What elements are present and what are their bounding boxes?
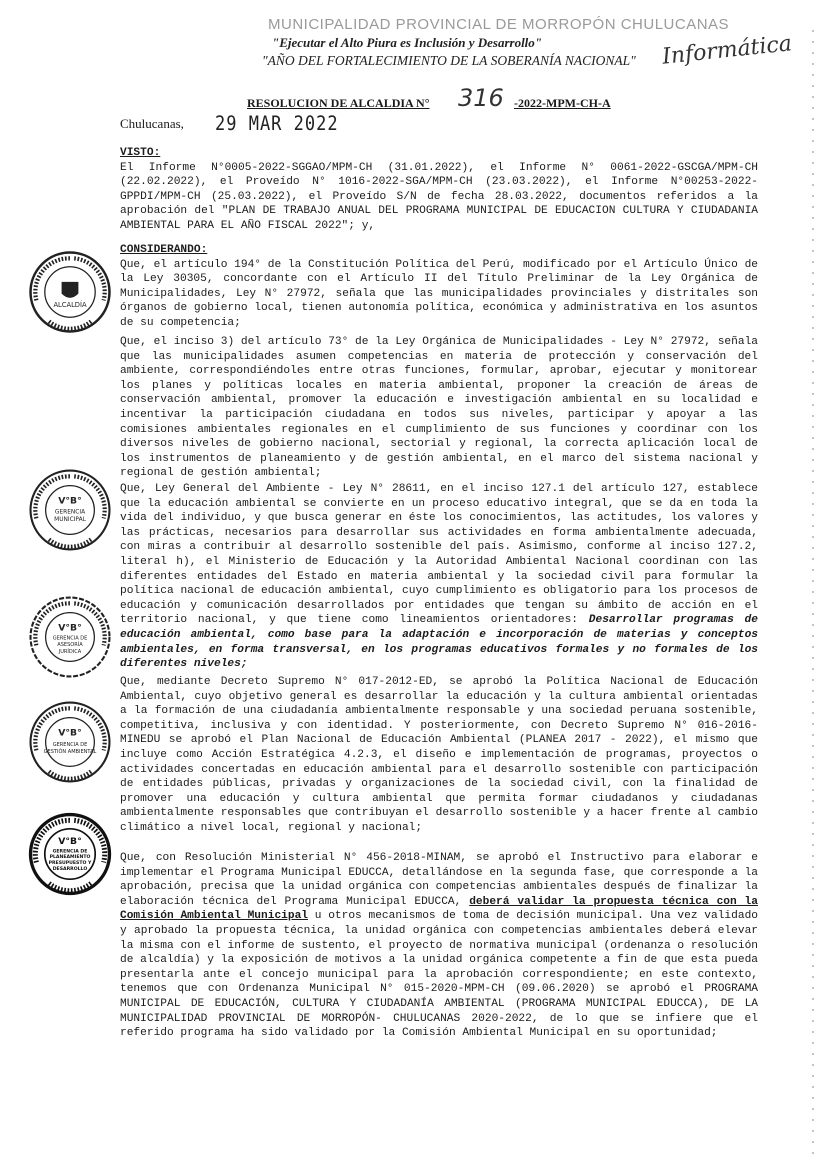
gestion-ambiental-seal — [28, 700, 112, 784]
svg-text:GESTIÓN AMBIENTAL: GESTIÓN AMBIENTAL — [43, 748, 97, 755]
paragraph-3-text: Que, Ley General del Ambiente - Ley N° 28611, en el inciso 127.1 del artículo 127, establece que la educación ambiental se convierte en un proceso educativo integral, que se da en toda la vida del individuo, y que busca generar en éste los conocimientos, las actitudes, los valores y las prácticas, necesarios para desarrollar sus actividades en forma ambientalmente adecuada, con miras a contribuir al desarrollo sostenible del país. Asimismo, conforme al inciso 127.2, literal h), el Ministerio de Educación y la Autoridad Ambiental Nacional coordinan con las diferentes entidades del Estado en materia ambiental y la sociedad civil para formular la política nacional de educación ambiental, cuyo cumplimiento es obligatorio para los procesos de educación y comunicación desarrollados por entidades que tengan su ámbito de acción en el territorio nacional, y que tiene como lineamientos orientadores: — [120, 483, 758, 627]
paragraph-2-text: Que, el inciso 3) del artículo 73° de la Ley Orgánica de Municipalidades - Ley N° 27972, señala que las municipalidades asumen competencias en materia de protección y conservación del ambiente, correspondiéndoles entre otras funciones, formular, aprobar, ejecutar y monitorear los planes y políticas locales en materia ambiental, proponer la creación de áreas de conservación ambiental, promover la educación e investigación ambiental en su localidad e incentivar la participación ciudadana en todos sus niveles, participar y apoyar a las comisiones ambientales regionales en el cumplimiento de sus funciones y coordinar con los diversos niveles de gobierno nacional, sectorial y regional, la correcta aplicación local de los instrumentos de planeamiento y de gestión ambiental, en el marco del sistema nacional y regional de gestión ambiental; — [120, 336, 758, 480]
svg-text:V°B°: V°B° — [58, 622, 82, 634]
svg-text:V°B°: V°B° — [58, 495, 82, 507]
municipality-header: MUNICIPALIDAD PROVINCIAL DE MORROPÓN CHULUCANAS — [268, 16, 730, 33]
resolution-number: 316 — [458, 84, 504, 112]
date-stamp: 29 MAR 2022 — [215, 112, 339, 136]
year-name: "AÑO DEL FORTALECIMIENTO DE LA SOBERANÍA NACIONAL" — [262, 53, 636, 68]
visto-text: El Informe N°0005-2022-SGGAO/MPM-CH (31.01.2022), el Informe N° 0061-2022-GSCGA/MPM-CH (22.02.2022), el Proveído N° 1016-2022-SGA/MPM-CH (23.03.2022), el Informe N°00253-2022-GPPDI/MPM-CH (25.03.2022), el Proveído S/N de fecha 28.03.2022, documentos referidos a la aprobación del "PLAN DE TRABAJO ANUAL DEL PROGRAMA MUNICIPAL DE EDUCACION CULTURA Y CIUDADANIA AMBIENTAL PARA EL AÑO FISCAL 2022"; y, — [120, 161, 758, 232]
svg-text:ALCALDÍA: ALCALDÍA — [53, 301, 87, 310]
considerando-paragraph-2 — [120, 335, 758, 481]
svg-text:PRESUPUESTO Y: PRESUPUESTO Y — [48, 861, 92, 867]
svg-text:GERENCIA DE: GERENCIA DE — [52, 849, 88, 855]
asesoria-juridica-seal — [28, 595, 112, 679]
visto-section — [120, 146, 758, 234]
considerando-label: CONSIDERANDO: — [120, 244, 208, 256]
visto-label: VISTO: — [120, 147, 161, 159]
gerencia-municipal-seal — [28, 468, 112, 552]
svg-text:GERENCIA: GERENCIA — [54, 509, 86, 516]
considerando-section — [120, 243, 758, 331]
resolution-title-suffix: -2022-MPM-CH-A — [514, 96, 611, 110]
planeamiento-seal — [28, 812, 112, 896]
paragraph-5-text-c: u otros mecanismos de toma de decisión municipal. Una vez validado y aprobado la propuesta técnica, la unidad orgánica con competencias ambientales deberá elevar la misma con el informe de sustento, el proyecto de normativa municipal (ordenanza o resolución de alcaldía) y la exposición de motivos a la unidad orgánica competente a fin de que esta pueda presentarla ante el concejo municipal para la aprobación correspondiente; en este contexto, tenemos que con Ordenanza Municipal N° 015-2020-MPM-CH (09.06.2020) se aprobó el PROGRAMA MUNICIPAL DE EDUCACIÓN, CULTURA Y CIUDADANÍA AMBIENTAL (PROGRAMA MUNICIPAL EDUCCA), DE LA MUNICIPALIDAD PROVINCIAL DE MORROPÓN- CHULUCANAS 2020-2022, de lo que se infiere que el referido programa ha sido validado por la Comisión Ambiental Municipal en su oportunidad; — [120, 910, 758, 1040]
paragraph-5-emphasis: deberá validar la propuesta técnica con la Comisión Ambiental Municipal — [120, 895, 758, 923]
scan-edge-marks — [808, 30, 818, 1160]
considerando-paragraph-3 — [120, 482, 758, 672]
place: Chulucanas, — [120, 116, 184, 131]
paragraph-3-emphasis: Desarrollar programas de educación ambiental, como base para la adaptación e incorporación de materias y conceptos ambientales, en forma transversal, en los programas educativos formales y no formales de los diferentes niveles; — [120, 614, 758, 671]
paragraph-4-text: Que, mediante Decreto Supremo N° 017-2012-ED, se aprobó la Política Nacional de Educación Ambiental, cuyo objetivo general es desarrollar la educación y la cultura ambiental orientadas a la formación de una ciudadanía ambientalmente responsable y una sociedad peruana sostenible, competitiva, inclusiva y con identidad. Y posteriormente, con Decreto Supremo N° 016-2016-MINEDU se aprobó el Plan Nacional de Educación Ambiental (PLANEA 2017 - 2022), el mismo que incluye como Acción Estratégica 4.2.3, el diseño e implementación de programas, proyectos o actividades concertadas en educación ambiental para el desarrollo sostenible con participación de entidades públicas, privadas y organizaciones de la sociedad civil, con la finalidad de promover una educación y cultura ambiental que permita formar ciudadanos y ciudadanas ambientalmente responsables que contribuyan el desarrollo sostenible y a hacer frente al cambio climático a nivel local, regional y nacional; — [120, 676, 758, 834]
svg-text:MUNICIPAL: MUNICIPAL — [54, 516, 86, 523]
considerando-paragraph-1: Que, el artículo 194° de la Constitución Política del Perú, modificado por el Artículo Único de la Ley 30305, concordante con el Artículo II del Título Preliminar de la Ley Orgánica de Municipalidades, Ley N° 27972, señala que las municipalidades provinciales y distritales son órganos de gobierno local, tienen autonomía política, económica y administrativa en los asuntos de su competencia; — [120, 258, 758, 329]
slogan: "Ejecutar el Alto Piura es Inclusión y Desarrollo" — [272, 35, 543, 50]
alcaldia-seal — [28, 250, 112, 334]
paragraph-5-text-a: Que, con Resolución Ministerial N° 456-2018-MINAM, se aprobó el Instructivo para elaborar e implementar el Programa Municipal EDUCCA, detallándose en la segunda fase, que corresponde a la aprobación, precisa que la unidad orgánica con competencias ambientales después de finalizar la elaboración técnica del Programa Municipal EDUCCA, — [120, 852, 758, 908]
resolution-title-prefix: RESOLUCION DE ALCALDIA N° — [247, 96, 430, 110]
svg-text:GERENCIA DE: GERENCIA DE — [52, 635, 88, 642]
considerando-paragraph-4 — [120, 675, 758, 836]
svg-text:PLANEAMIENTO: PLANEAMIENTO — [49, 855, 91, 861]
svg-text:V°B°: V°B° — [58, 835, 82, 847]
handwritten-note: Informática — [661, 31, 794, 70]
considerando-paragraph-5 — [120, 851, 758, 1041]
svg-text:V°B°: V°B° — [58, 727, 82, 739]
svg-text:JURÍDICA: JURÍDICA — [58, 648, 82, 655]
svg-text:ASESORÍA: ASESORÍA — [57, 642, 83, 649]
svg-text:DESARROLLO: DESARROLLO — [52, 866, 88, 872]
svg-text:GERENCIA DE: GERENCIA DE — [52, 742, 88, 749]
